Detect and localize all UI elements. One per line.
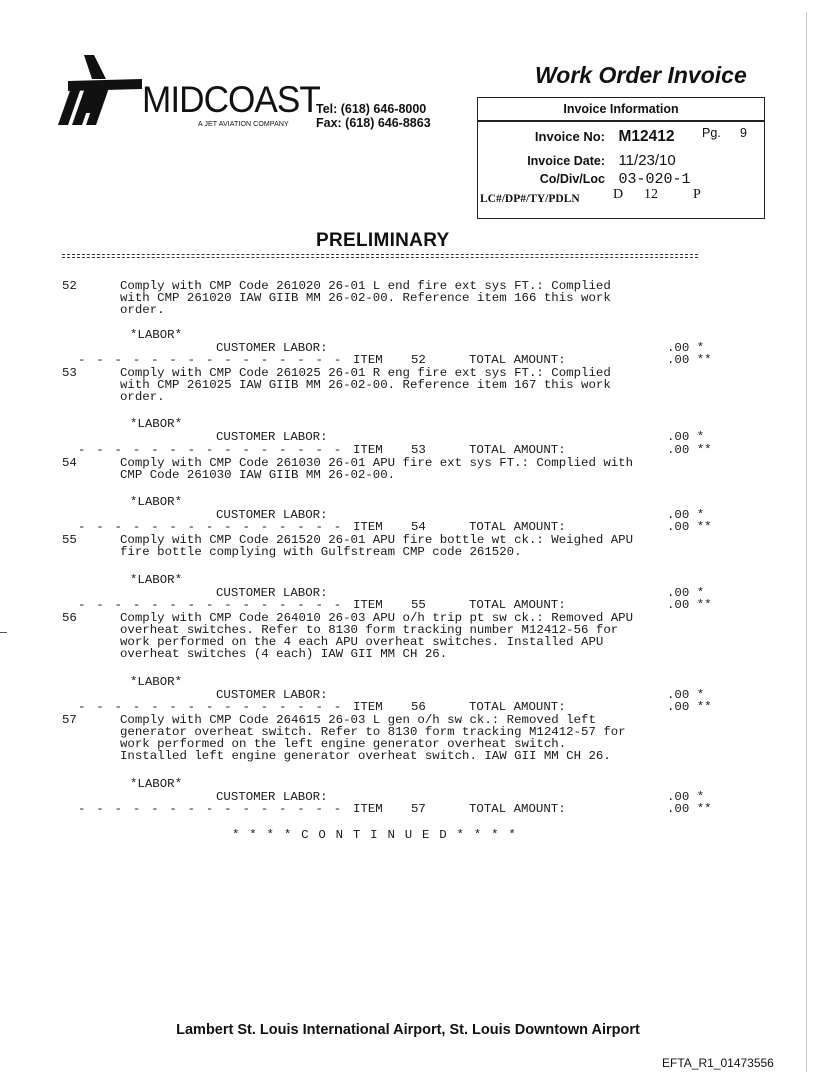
item-description-line: Comply with CMP Code 261020 26-01 L end fire ext sys FT.: Complied xyxy=(120,279,611,293)
scan-edge-line xyxy=(806,12,807,1072)
invoice-info-box xyxy=(477,97,765,219)
item-label: ITEM xyxy=(353,700,383,714)
company-name: MIDCOAST xyxy=(142,79,320,120)
item-description-line: Comply with CMP Code 261030 26-01 APU fire ext sys FT.: Complied with xyxy=(120,456,634,470)
item-description-line: CMP Code 261030 IAW GIIB MM 26-02-00. xyxy=(120,468,396,482)
customer-labor-label: CUSTOMER LABOR: xyxy=(216,430,328,444)
separator-dashes: - - - - - - - - - - - - - - - xyxy=(78,802,343,816)
item-number: 55 xyxy=(62,533,77,547)
customer-labor-amount: .00 * xyxy=(667,341,705,355)
customer-labor-amount: .00 * xyxy=(667,586,705,600)
labor-tag: *LABOR* xyxy=(130,675,183,689)
header-rule xyxy=(62,254,698,255)
item-description-line: overheat switches. Refer to 8130 form tracking number M12412-56 for xyxy=(120,623,619,637)
codivloc-label: Co/Div/Loc xyxy=(539,172,605,186)
item-total-number: 57 xyxy=(411,802,426,816)
invoice-date-value: 11/23/10 xyxy=(618,152,676,169)
codivloc-value: 03-020-1 xyxy=(618,171,691,188)
total-amount-label: TOTAL AMOUNT: xyxy=(469,520,566,534)
item-number: 53 xyxy=(62,366,77,380)
invoice-date-label: Invoice Date: xyxy=(527,154,605,168)
item-total-number: 56 xyxy=(411,700,426,714)
item-number: 54 xyxy=(62,456,77,470)
lc-d: D xyxy=(613,187,624,202)
total-amount-label: TOTAL AMOUNT: xyxy=(469,443,566,457)
customer-labor-amount: .00 * xyxy=(667,508,705,522)
item-total-number: 53 xyxy=(411,443,426,457)
footer-locations: Lambert St. Louis International Airport, St. Louis Downtown Airport xyxy=(176,1022,640,1038)
labor-tag: *LABOR* xyxy=(130,495,183,509)
separator-dashes: - - - - - - - - - - - - - - - xyxy=(78,443,343,457)
separator-dashes: - - - - - - - - - - - - - - - xyxy=(78,598,343,612)
customer-labor-label: CUSTOMER LABOR: xyxy=(216,508,328,522)
item-total-number: 55 xyxy=(411,598,426,612)
labor-tag: *LABOR* xyxy=(130,573,183,587)
separator-dashes: - - - - - - - - - - - - - - - xyxy=(78,353,343,367)
labor-tag: *LABOR* xyxy=(130,777,183,791)
item-number: 57 xyxy=(62,713,77,727)
total-amount-label: TOTAL AMOUNT: xyxy=(469,353,566,367)
total-amount-value: .00 ** xyxy=(667,443,712,457)
item-description-line: order. xyxy=(120,303,165,317)
total-amount-value: .00 ** xyxy=(667,353,712,367)
total-amount-value: .00 ** xyxy=(667,700,712,714)
customer-labor-label: CUSTOMER LABOR: xyxy=(216,341,328,355)
total-amount-label: TOTAL AMOUNT: xyxy=(469,598,566,612)
company-tagline: A JET AVIATION COMPANY xyxy=(198,121,289,128)
total-amount-label: TOTAL AMOUNT: xyxy=(469,802,566,816)
scan-mark xyxy=(0,632,7,633)
item-description-line: fire bottle complying with Gulfstream CMP code 261520. xyxy=(120,545,522,559)
codivloc-row xyxy=(478,170,690,188)
customer-labor-amount: .00 * xyxy=(667,790,705,804)
item-description-line: Installed left engine generator overheat switch. IAW GII MM CH 26. xyxy=(120,749,611,763)
total-amount-value: .00 ** xyxy=(667,598,712,612)
header-rule-2 xyxy=(62,257,698,258)
item-description-line: work performed on the left engine generator overheat switch. xyxy=(120,737,567,751)
phone-number: Tel: (618) 646-8000 xyxy=(316,102,427,116)
invoice-info-header: Invoice Information xyxy=(478,98,764,122)
item-description-line: with CMP 261025 IAW GIIB MM 26-02-00. Reference item 167 this work xyxy=(120,378,611,392)
continued-marker: * * * * C O N T I N U E D * * * * xyxy=(232,828,517,842)
item-label: ITEM xyxy=(353,598,383,612)
customer-labor-amount: .00 * xyxy=(667,688,705,702)
contact-info xyxy=(316,102,431,130)
customer-labor-label: CUSTOMER LABOR: xyxy=(216,688,328,702)
item-description-line: order. xyxy=(120,390,165,404)
item-label: ITEM xyxy=(353,802,383,816)
item-description-line: with CMP 261020 IAW GIIB MM 26-02-00. Reference item 166 this work xyxy=(120,291,611,305)
document-title: Work Order Invoice xyxy=(535,62,747,88)
item-label: ITEM xyxy=(353,520,383,534)
customer-labor-label: CUSTOMER LABOR: xyxy=(216,586,328,600)
item-total-number: 52 xyxy=(411,353,426,367)
item-description-line: Comply with CMP Code 261025 26-01 R eng fire ext sys FT.: Complied xyxy=(120,366,611,380)
invoice-no-value: M12412 xyxy=(618,128,675,145)
item-label: ITEM xyxy=(353,443,383,457)
lc-row xyxy=(480,189,580,207)
separator-dashes: - - - - - - - - - - - - - - - xyxy=(78,700,343,714)
labor-tag: *LABOR* xyxy=(130,328,183,342)
fax-number: Fax: (618) 646-8863 xyxy=(316,116,431,130)
document-id: EFTA_R1_01473556 xyxy=(662,1056,774,1070)
page-number: 9 xyxy=(740,126,747,140)
labor-tag: *LABOR* xyxy=(130,417,183,431)
customer-labor-amount: .00 * xyxy=(667,430,705,444)
item-description-line: generator overheat switch. Refer to 8130 form tracking M12412-57 for xyxy=(120,725,626,739)
total-amount-label: TOTAL AMOUNT: xyxy=(469,700,566,714)
total-amount-value: .00 ** xyxy=(667,802,712,816)
preliminary-heading: PRELIMINARY xyxy=(316,230,450,251)
invoice-no-row xyxy=(478,128,674,146)
item-description-line: overheat switches (4 each) IAW GII MM CH 26. xyxy=(120,647,448,661)
item-description-line: Comply with CMP Code 264615 26-03 L gen o/h sw ck.: Removed left xyxy=(120,713,596,727)
item-label: ITEM xyxy=(353,353,383,367)
total-amount-value: .00 ** xyxy=(667,520,712,534)
invoice-no-label: Invoice No: xyxy=(534,129,605,144)
invoice-date-row xyxy=(478,152,676,170)
item-description-line: Comply with CMP Code 264010 26-03 APU o/h trip pt sw ck.: Removed APU xyxy=(120,611,634,625)
page-label: Pg. xyxy=(702,126,721,140)
item-total-number: 54 xyxy=(411,520,426,534)
lc-label: LC#/DP#/TY/PDLN xyxy=(480,193,580,205)
separator-dashes: - - - - - - - - - - - - - - - xyxy=(78,520,343,534)
customer-labor-label: CUSTOMER LABOR: xyxy=(216,790,328,804)
item-number: 52 xyxy=(62,279,77,293)
lc-number: 12 xyxy=(644,187,658,202)
midcoast-logo-icon xyxy=(54,55,144,127)
item-description-line: work performed on the 4 each APU overheat switches. Installed APU xyxy=(120,635,604,649)
item-description-line: Comply with CMP Code 261520 26-01 APU fire bottle wt ck.: Weighed APU xyxy=(120,533,634,547)
item-number: 56 xyxy=(62,611,77,625)
lc-p: P xyxy=(693,187,701,202)
